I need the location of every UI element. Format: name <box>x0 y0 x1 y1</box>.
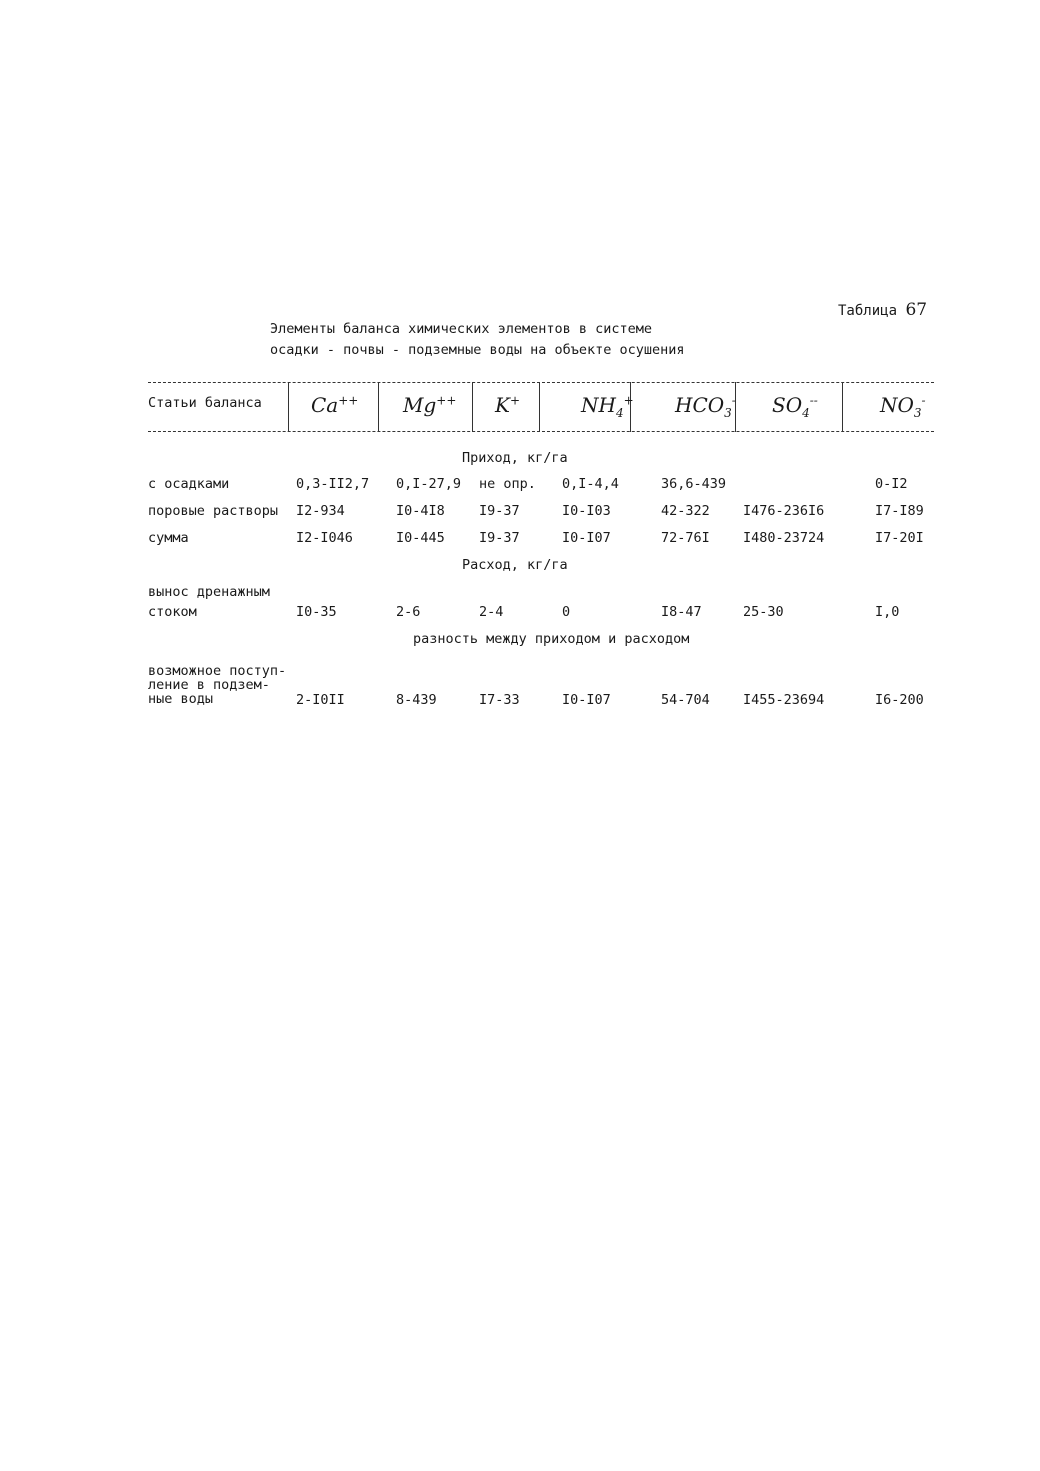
column-header-no3 <box>880 393 926 420</box>
column-separator <box>378 382 379 432</box>
row-label-possible-line-2: ление в подзем- <box>148 677 270 693</box>
table-cell: I0-445 <box>396 530 445 546</box>
row-label-sum: сумма <box>148 530 189 546</box>
ion-symbol: NO <box>880 393 914 417</box>
section-outflow: Расход, кг/га <box>462 557 568 573</box>
table-cell: I8-47 <box>661 604 702 620</box>
ion-charge: + <box>509 393 521 408</box>
table-cell: I0-I03 <box>562 503 611 519</box>
column-header-mg <box>403 393 456 420</box>
table-cell: I,0 <box>875 604 900 620</box>
row-label-drain-line-2: стоком <box>148 604 197 620</box>
table-cell: 42-322 <box>661 503 710 519</box>
ion-symbol: K <box>495 393 510 417</box>
table-label <box>838 300 927 320</box>
column-separator <box>842 382 843 432</box>
ion-charge: - <box>731 393 736 408</box>
table-title-line-2: осадки - почвы - подземные воды на объекте осушения <box>270 342 685 358</box>
column-separator <box>288 382 289 432</box>
row-label-possible-line-3: ные воды <box>148 691 214 707</box>
column-separator <box>472 382 473 432</box>
column-separator <box>539 382 540 432</box>
table-cell: 0,I-27,9 <box>396 476 462 492</box>
ion-symbol: SO <box>772 393 803 417</box>
table-cell: I0-I07 <box>562 530 611 546</box>
table-cell: 72-76I <box>661 530 710 546</box>
ion-symbol: Mg <box>403 393 437 417</box>
table-cell: I476-236I6 <box>743 503 825 519</box>
table-cell: не опр. <box>479 476 536 492</box>
column-header-ca <box>311 393 358 420</box>
section-difference: разность между приходом и расходом <box>413 631 690 647</box>
row-label-pore: поровые растворы <box>148 503 279 519</box>
ion-charge: -- <box>809 393 818 408</box>
column-header-k <box>495 393 520 420</box>
table-cell: I7-20I <box>875 530 924 546</box>
header-top-rule <box>148 382 934 383</box>
table-label-word: Таблица <box>838 303 898 319</box>
section-income: Приход, кг/га <box>462 450 568 466</box>
table-cell: I7-33 <box>479 692 520 708</box>
ion-charge: ++ <box>338 393 359 408</box>
table-cell: I0-I07 <box>562 692 611 708</box>
table-cell: 25-30 <box>743 604 784 620</box>
table-number: 67 <box>905 300 928 320</box>
row-label-possible-line-1: возможное поступ- <box>148 663 287 679</box>
table-cell: I6-200 <box>875 692 924 708</box>
ion-charge: + <box>623 393 634 408</box>
header-bottom-rule <box>148 431 934 432</box>
column-header-nh4 <box>581 393 634 420</box>
table-cell: 0,I-4,4 <box>562 476 619 492</box>
table-cell: 54-704 <box>661 692 710 708</box>
table-cell: I2-I046 <box>296 530 353 546</box>
table-cell: 2-4 <box>479 604 504 620</box>
ion-symbol: NH <box>581 393 616 417</box>
table-cell: I0-4I8 <box>396 503 445 519</box>
table-cell: 8-439 <box>396 692 437 708</box>
table-cell: I9-37 <box>479 530 520 546</box>
table-cell: I2-934 <box>296 503 345 519</box>
ion-subscript: 3 <box>913 406 922 420</box>
table-cell: 0,3-II2,7 <box>296 476 370 492</box>
table-cell: 0-I2 <box>875 476 908 492</box>
ion-subscript: 4 <box>802 406 810 420</box>
ion-symbol: Ca <box>311 393 339 417</box>
table-cell: I480-23724 <box>743 530 825 546</box>
ion-subscript: 4 <box>615 406 624 420</box>
table-cell: I7-I89 <box>875 503 924 519</box>
row-label-drain-line-1: вынос дренажным <box>148 584 270 600</box>
column-header-hco3 <box>675 393 736 420</box>
table-cell: I0-35 <box>296 604 337 620</box>
header-balance-items: Статьи баланса <box>148 395 262 411</box>
ion-charge: ++ <box>436 393 457 408</box>
table-cell: 2-6 <box>396 604 421 620</box>
table-title-line-1: Элементы баланса химических элементов в системе <box>270 321 653 337</box>
table-title <box>270 319 685 361</box>
table-cell: I9-37 <box>479 503 520 519</box>
ion-subscript: 3 <box>724 406 732 420</box>
ion-symbol: HCO <box>675 393 725 417</box>
ion-charge: - <box>921 393 926 408</box>
table-cell: 36,6-439 <box>661 476 727 492</box>
row-label-precip: с осадками <box>148 476 230 492</box>
column-header-so4 <box>772 393 818 420</box>
table-cell: I455-23694 <box>743 692 825 708</box>
table-cell: 0 <box>562 604 571 620</box>
table-cell: 2-I0II <box>296 692 345 708</box>
